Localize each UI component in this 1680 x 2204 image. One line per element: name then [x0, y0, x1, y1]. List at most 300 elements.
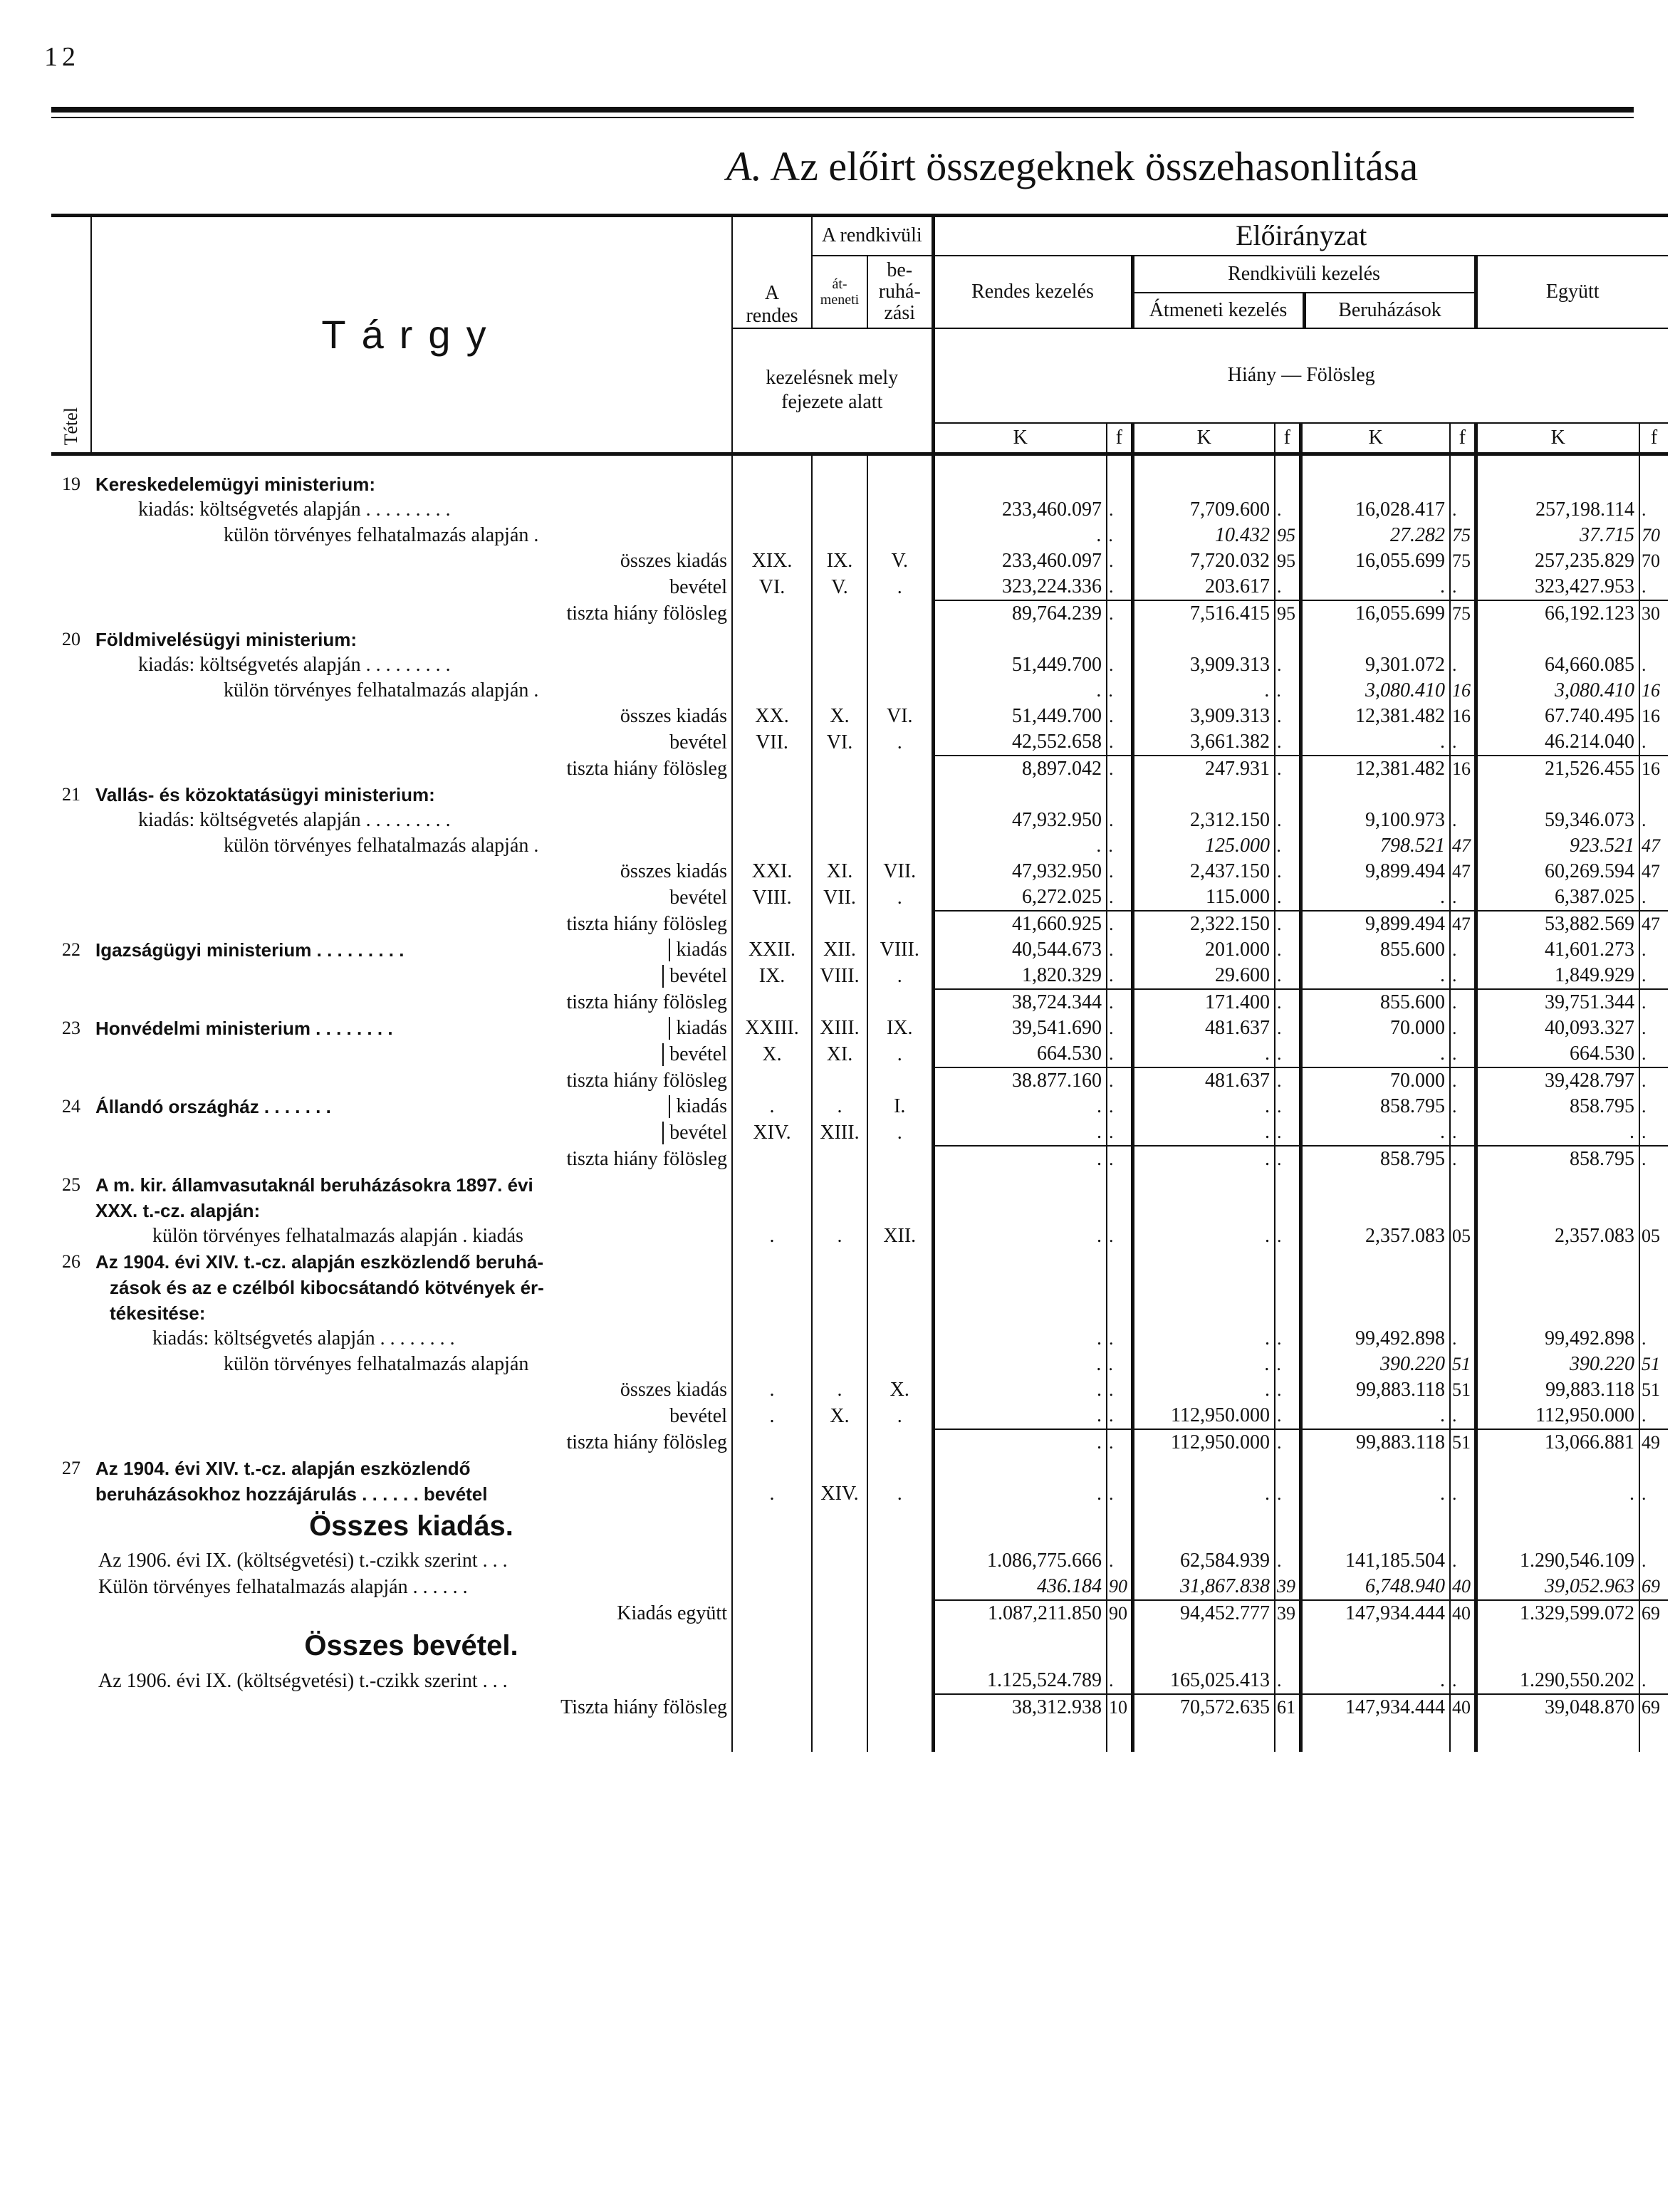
- amount-f: .: [1275, 911, 1300, 937]
- chapter-cell: .: [867, 574, 933, 600]
- amount-k: 37.715: [1476, 523, 1639, 548]
- chapter-cell: [867, 782, 933, 808]
- chapter-cell: VI.: [732, 574, 812, 600]
- row-number: [51, 1326, 91, 1352]
- row-subject-text: A m. kir. államvasutaknál beruházásokra 1897. évi: [95, 1174, 533, 1196]
- amount-k: 247.931: [1132, 756, 1275, 782]
- chapter-cell: [732, 627, 812, 652]
- amount-k: .: [933, 1403, 1107, 1429]
- amount-f: [1107, 1275, 1132, 1300]
- amount-k: .: [1132, 1094, 1275, 1119]
- row-number: [51, 808, 91, 833]
- amount-k: .: [1476, 1481, 1639, 1507]
- amount-k: 21,526.455: [1476, 756, 1639, 782]
- chapter-cell: VIII.: [812, 963, 867, 989]
- amount-k: [1476, 1172, 1639, 1198]
- amount-f: .: [1639, 989, 1668, 1015]
- amount-k: 99,883.118: [1300, 1429, 1450, 1456]
- table-body: [51, 454, 1668, 1753]
- amount-f: .: [1639, 497, 1668, 523]
- chapter-cell: [867, 1198, 933, 1223]
- chapter-cell: VIII.: [867, 937, 933, 963]
- amount-k: .: [1300, 1481, 1450, 1507]
- table-row: [51, 1015, 1668, 1041]
- amount-k: [1132, 1456, 1275, 1481]
- amount-k: 62,584.939: [1132, 1548, 1275, 1574]
- row-number: [51, 600, 91, 627]
- chapter-cell: [732, 1275, 812, 1300]
- row-number: [51, 1119, 91, 1146]
- row-subject: [91, 989, 732, 1015]
- amount-f: .: [1107, 704, 1132, 729]
- amount-k: .: [1300, 729, 1450, 756]
- table-row: [51, 911, 1668, 937]
- row-subject: [91, 1456, 732, 1481]
- amount-f: 69: [1639, 1694, 1668, 1720]
- chapter-cell: [732, 678, 812, 704]
- row-subject: [91, 497, 732, 523]
- amount-f: [1639, 1300, 1668, 1326]
- amount-f: [1275, 1507, 1300, 1548]
- amount-f: .: [1639, 1668, 1668, 1694]
- amount-k: 141,185.504: [1300, 1548, 1450, 1574]
- chapter-cell: .: [732, 1403, 812, 1429]
- amount-k: .: [933, 833, 1107, 859]
- amount-k: 46.214.040: [1476, 729, 1639, 756]
- row-subject-text: kiadás: költségvetés alapján . . . . . . . . .: [138, 654, 451, 676]
- row-subject: [91, 1429, 732, 1456]
- amount-k: [933, 1198, 1107, 1223]
- f-header-4: f: [1639, 423, 1668, 454]
- chapter-cell: [812, 1694, 867, 1720]
- amount-k: 16,028.417: [1300, 497, 1450, 523]
- chapter-cell: XIII.: [812, 1015, 867, 1041]
- row-number: [51, 574, 91, 600]
- amount-f: .: [1639, 1146, 1668, 1172]
- row-subject: [91, 1172, 732, 1198]
- amount-k: .: [1476, 1119, 1639, 1146]
- row-subject-text: bevétel: [669, 731, 727, 753]
- amount-k: .: [933, 523, 1107, 548]
- row-subject: [91, 1377, 732, 1403]
- row-number: [51, 1507, 91, 1548]
- amount-f: 16: [1639, 704, 1668, 729]
- amount-k: .: [1300, 963, 1450, 989]
- amount-k: .: [1300, 1668, 1450, 1694]
- amount-f: [1107, 1172, 1132, 1198]
- row-number: 27: [62, 1458, 80, 1478]
- chapter-cell: [867, 1429, 933, 1456]
- row-subject-text: Az 1904. évi XIV. t.-cz. alapján eszközlendő beruhá-: [95, 1250, 544, 1273]
- amount-f: [1450, 1507, 1476, 1548]
- chapter-cell: XI.: [812, 859, 867, 884]
- chapter-cell: [867, 1300, 933, 1326]
- row-number: [51, 1600, 91, 1626]
- amount-k: [1132, 1626, 1275, 1668]
- amount-f: .: [1107, 833, 1132, 859]
- chapter-cell: [732, 471, 812, 497]
- amount-k: 12,381.482: [1300, 704, 1450, 729]
- amount-f: .: [1275, 1067, 1300, 1094]
- amount-f: .: [1639, 1548, 1668, 1574]
- amount-k: 3,661.382: [1132, 729, 1275, 756]
- table-row: [51, 1456, 1668, 1481]
- amount-f: .: [1107, 756, 1132, 782]
- amount-k: [933, 1507, 1107, 1548]
- chapter-cell: [732, 652, 812, 678]
- amount-f: 95: [1275, 600, 1300, 627]
- chapter-cell: [732, 1067, 812, 1094]
- amount-f: .: [1450, 1067, 1476, 1094]
- amount-f: 51: [1450, 1429, 1476, 1456]
- table-row: [51, 989, 1668, 1015]
- amount-f: .: [1639, 1041, 1668, 1067]
- amount-f: 16: [1450, 704, 1476, 729]
- amount-f: .: [1450, 1146, 1476, 1172]
- amount-f: .: [1275, 1015, 1300, 1041]
- row-subject: [91, 833, 732, 859]
- amount-k: 481.637: [1132, 1015, 1275, 1041]
- row-subject: [91, 884, 732, 911]
- amount-k: [1132, 1300, 1275, 1326]
- row-subject-text: zások és az e czélból kibocsátandó kötvények ér-: [110, 1276, 544, 1298]
- amount-f: .: [1107, 1326, 1132, 1352]
- row-subject-text: beruházásokhoz hozzájárulás . . . . . . bevétel: [95, 1483, 488, 1505]
- amount-f: .: [1639, 1067, 1668, 1094]
- chapter-cell: .: [867, 1119, 933, 1146]
- amount-f: .: [1107, 1041, 1132, 1067]
- row-number: 24: [62, 1096, 80, 1117]
- amount-f: .: [1275, 1429, 1300, 1456]
- amount-k: .: [1132, 1119, 1275, 1146]
- row-subject: [91, 808, 732, 833]
- row-subject: [91, 1223, 732, 1249]
- amount-f: 49: [1639, 1429, 1668, 1456]
- amount-f: .: [1639, 1119, 1668, 1146]
- amount-k: 67.740.495: [1476, 704, 1639, 729]
- amount-k: 38,724.344: [933, 989, 1107, 1015]
- amount-k: 112,950.000: [1476, 1403, 1639, 1429]
- amount-k: 1.290,550.202: [1476, 1668, 1639, 1694]
- table-row: [51, 782, 1668, 808]
- amount-k: 39,751.344: [1476, 989, 1639, 1015]
- amount-f: 16: [1639, 756, 1668, 782]
- amount-f: .: [1450, 1119, 1476, 1146]
- amount-k: [1132, 1275, 1275, 1300]
- row-subject: [91, 627, 732, 652]
- amount-f: .: [1639, 884, 1668, 911]
- chapter-cell: [867, 652, 933, 678]
- amount-k: [1132, 471, 1275, 497]
- amount-k: 2,357.083: [1300, 1223, 1450, 1249]
- chapter-cell: X.: [732, 1041, 812, 1067]
- chapter-cell: [732, 1300, 812, 1326]
- amount-k: 38.877.160: [933, 1067, 1107, 1094]
- row-subject: [91, 1119, 732, 1146]
- row-number: [51, 729, 91, 756]
- amount-k: .: [933, 678, 1107, 704]
- amount-f: 90: [1107, 1574, 1132, 1600]
- amount-f: .: [1275, 937, 1300, 963]
- top-rule: [51, 107, 1634, 113]
- amount-k: 99,492.898: [1476, 1326, 1639, 1352]
- row-subject-text: Összes kiadás.: [309, 1510, 513, 1542]
- amount-k: 64,660.085: [1476, 652, 1639, 678]
- chapter-cell: [867, 471, 933, 497]
- amount-f: .: [1107, 729, 1132, 756]
- chapter-cell: [732, 1626, 812, 1668]
- amount-f: [1639, 1456, 1668, 1481]
- amount-f: 47: [1450, 859, 1476, 884]
- amount-k: .: [933, 1377, 1107, 1403]
- amount-k: 60,269.594: [1476, 859, 1639, 884]
- table-row: [51, 1275, 1668, 1300]
- amount-k: [933, 1456, 1107, 1481]
- amount-k: [1476, 1249, 1639, 1275]
- chapter-cell: [732, 1146, 812, 1172]
- chapter-cell: V.: [867, 548, 933, 574]
- row-brace-label: bevétel: [662, 1043, 727, 1066]
- table-row: [51, 1548, 1668, 1574]
- amount-k: 9,899.494: [1300, 859, 1450, 884]
- row-subject: [91, 937, 732, 963]
- row-number: [51, 548, 91, 574]
- amount-f: [1275, 1275, 1300, 1300]
- amount-k: 51,449.700: [933, 652, 1107, 678]
- amount-k: 1.086,775.666: [933, 1548, 1107, 1574]
- amount-k: [1132, 627, 1275, 652]
- row-subject: [91, 678, 732, 704]
- row-subject-text: Kiadás együtt: [617, 1602, 727, 1624]
- amount-k: 125.000: [1132, 833, 1275, 859]
- amount-f: [1450, 1249, 1476, 1275]
- chapter-cell: [732, 1668, 812, 1694]
- chapter-cell: [732, 523, 812, 548]
- chapter-cell: [732, 1198, 812, 1223]
- row-subject: [91, 548, 732, 574]
- amount-f: .: [1450, 1326, 1476, 1352]
- chapter-cell: [812, 523, 867, 548]
- chapter-cell: [867, 833, 933, 859]
- amount-k: .: [1132, 1481, 1275, 1507]
- amount-k: 9,301.072: [1300, 652, 1450, 678]
- amount-f: [1275, 782, 1300, 808]
- amount-f: [1450, 471, 1476, 497]
- amount-f: .: [1275, 1223, 1300, 1249]
- amount-k: 923.521: [1476, 833, 1639, 859]
- row-subject: [91, 1403, 732, 1429]
- amount-f: [1450, 1456, 1476, 1481]
- amount-f: 16: [1450, 678, 1476, 704]
- row-subject: [91, 1275, 732, 1300]
- amount-k: [933, 1172, 1107, 1198]
- chapter-cell: [812, 1172, 867, 1198]
- amount-f: .: [1107, 1015, 1132, 1041]
- amount-k: 257,235.829: [1476, 548, 1639, 574]
- chapter-cell: VII.: [732, 729, 812, 756]
- amount-f: [1107, 1626, 1132, 1668]
- amount-f: .: [1107, 574, 1132, 600]
- amount-f: [1275, 1456, 1300, 1481]
- row-subject: [91, 1146, 732, 1172]
- amount-k: 51,449.700: [933, 704, 1107, 729]
- row-subject-text: összes kiadás: [620, 550, 727, 572]
- chapter-cell: [867, 989, 933, 1015]
- row-number: [51, 1223, 91, 1249]
- amount-k: 3,080.410: [1476, 678, 1639, 704]
- chapter-cell: [867, 678, 933, 704]
- chapter-cell: [732, 1172, 812, 1198]
- amount-k: 115.000: [1132, 884, 1275, 911]
- row-subject: [91, 1041, 732, 1067]
- amount-k: 390.220: [1476, 1352, 1639, 1377]
- row-subject: [91, 704, 732, 729]
- table-row: [51, 574, 1668, 600]
- chapter-cell: [867, 1694, 933, 1720]
- row-number: [51, 911, 91, 937]
- beruhazasok-label: Beruházások: [1338, 298, 1441, 321]
- atmeneti-kezeles-label: Átmeneti kezelés: [1134, 293, 1306, 328]
- chapter-cell: [732, 808, 812, 833]
- chapter-cell: [732, 1694, 812, 1720]
- row-number: [51, 1481, 91, 1507]
- amount-f: .: [1107, 1146, 1132, 1172]
- amount-f: .: [1275, 989, 1300, 1015]
- row-subject-text: külön törvényes felhatalmazás alapján .: [224, 835, 539, 857]
- amount-f: [1275, 1300, 1300, 1326]
- table-row: [51, 808, 1668, 833]
- row-subject-text: tiszta hiány fölösleg: [566, 1431, 727, 1453]
- amount-f: .: [1107, 1668, 1132, 1694]
- chapter-cell: X.: [812, 704, 867, 729]
- amount-f: .: [1107, 911, 1132, 937]
- chapter-cell: VII.: [812, 884, 867, 911]
- table-row: [51, 1067, 1668, 1094]
- chapter-cell: [867, 1172, 933, 1198]
- amount-f: [1639, 1198, 1668, 1223]
- table-row: [51, 1300, 1668, 1326]
- row-number: [51, 1429, 91, 1456]
- chapter-cell: [867, 1456, 933, 1481]
- chapter-cell: [867, 1626, 933, 1668]
- f-header-2: f: [1275, 423, 1300, 454]
- row-subject-text: tiszta hiány fölösleg: [566, 757, 727, 780]
- amount-k: .: [1132, 678, 1275, 704]
- chapter-cell: [812, 1456, 867, 1481]
- amount-f: [1450, 1198, 1476, 1223]
- amount-f: [1450, 1172, 1476, 1198]
- row-number: [51, 497, 91, 523]
- amount-k: [1476, 471, 1639, 497]
- row-subject-text: Az 1906. évi IX. (költségvetési) t.-czikk szerint . . .: [98, 1669, 508, 1692]
- amount-f: .: [1107, 652, 1132, 678]
- row-subject-text: tiszta hiány fölösleg: [566, 602, 727, 625]
- table-row: [51, 548, 1668, 574]
- amount-f: 05: [1639, 1223, 1668, 1249]
- amount-f: .: [1450, 989, 1476, 1015]
- chapter-cell: [812, 989, 867, 1015]
- amount-f: 40: [1450, 1574, 1476, 1600]
- row-subject: [91, 1694, 732, 1720]
- amount-k: 1,849.929: [1476, 963, 1639, 989]
- amount-f: 16: [1450, 756, 1476, 782]
- row-number: [51, 1300, 91, 1326]
- amount-f: 70: [1639, 523, 1668, 548]
- amount-f: .: [1107, 808, 1132, 833]
- amount-f: 69: [1639, 1600, 1668, 1626]
- chapter-cell: [812, 1626, 867, 1668]
- amount-f: [1450, 1300, 1476, 1326]
- row-number: 25: [62, 1174, 80, 1195]
- egyutt-header: Együtt: [1476, 256, 1668, 328]
- amount-f: [1275, 627, 1300, 652]
- row-subject: [91, 1600, 732, 1626]
- tetel-header: [51, 216, 91, 454]
- table-row: [51, 859, 1668, 884]
- amount-k: 203.617: [1132, 574, 1275, 600]
- amount-k: 858.795: [1476, 1094, 1639, 1119]
- amount-k: 39,541.690: [933, 1015, 1107, 1041]
- amount-k: 855.600: [1300, 937, 1450, 963]
- amount-f: .: [1450, 963, 1476, 989]
- amount-f: .: [1107, 963, 1132, 989]
- amount-k: 70.000: [1300, 1067, 1450, 1094]
- table-row: [51, 1198, 1668, 1223]
- chapter-cell: [732, 782, 812, 808]
- chapter-cell: [732, 1249, 812, 1275]
- chapter-cell: [867, 1249, 933, 1275]
- row-subject: [91, 1574, 732, 1600]
- amount-f: 40: [1450, 1694, 1476, 1720]
- amount-k: .: [1132, 1326, 1275, 1352]
- chapter-cell: [867, 911, 933, 937]
- amount-k: [933, 1275, 1107, 1300]
- row-brace-label: kiadás: [669, 1095, 727, 1118]
- amount-k: 2,357.083: [1476, 1223, 1639, 1249]
- chapter-cell: [732, 756, 812, 782]
- chapter-cell: XIII.: [812, 1119, 867, 1146]
- amount-k: [1300, 1456, 1450, 1481]
- amount-k: [1300, 1198, 1450, 1223]
- amount-k: 53,882.569: [1476, 911, 1639, 937]
- amount-k: [1476, 1456, 1639, 1481]
- amount-f: .: [1450, 729, 1476, 756]
- amount-f: .: [1107, 497, 1132, 523]
- chapter-cell: IX.: [732, 963, 812, 989]
- table-row: [51, 678, 1668, 704]
- row-number: 19: [62, 474, 80, 494]
- k-header-4: K: [1476, 423, 1639, 454]
- amount-k: 1,820.329: [933, 963, 1107, 989]
- chapter-cell: XIV.: [732, 1119, 812, 1146]
- amount-k: 39,052.963: [1476, 1574, 1639, 1600]
- chapter-cell: VIII.: [732, 884, 812, 911]
- amount-f: .: [1275, 1146, 1300, 1172]
- amount-k: .: [933, 1223, 1107, 1249]
- amount-k: 8,897.042: [933, 756, 1107, 782]
- row-subject: [91, 963, 732, 989]
- amount-k: 16,055.699: [1300, 548, 1450, 574]
- amount-f: .: [1639, 1326, 1668, 1352]
- amount-f: .: [1639, 1403, 1668, 1429]
- row-subject: [91, 1300, 732, 1326]
- amount-k: [1476, 1275, 1639, 1300]
- amount-f: 95: [1275, 523, 1300, 548]
- row-number: [51, 1626, 91, 1668]
- kezelesnek-header: kezelésnek mely fejezete alatt: [732, 328, 933, 454]
- row-number: 22: [62, 939, 80, 960]
- row-brace-label: bevétel: [662, 965, 727, 988]
